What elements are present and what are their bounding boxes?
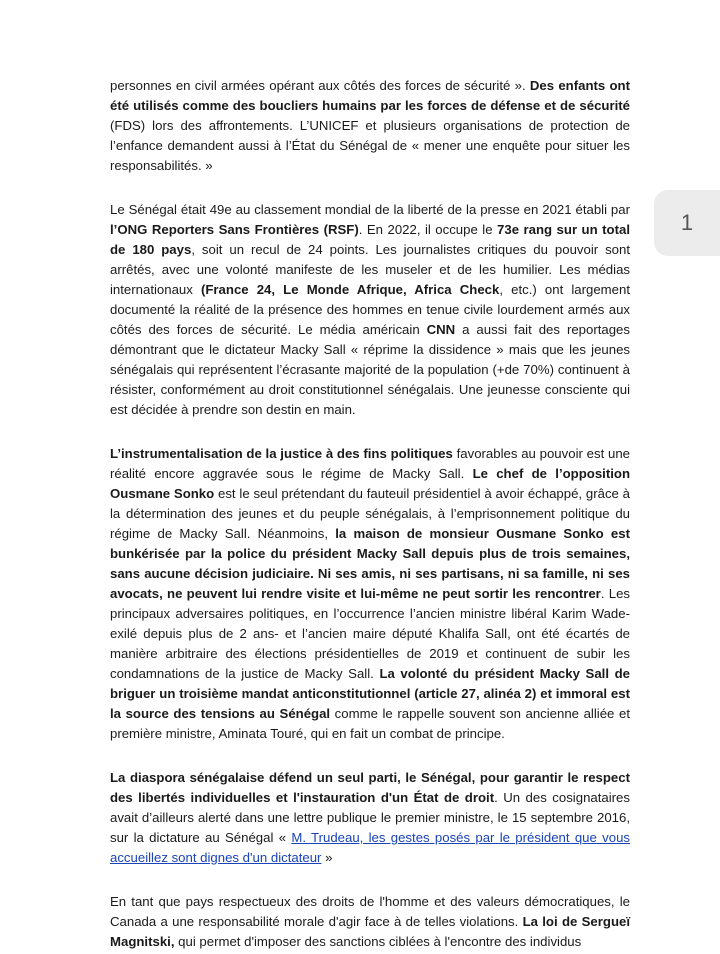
bold-text-run: Des enfants ont été utilisés comme des boucliers humains par les forces de défense et de sécurité [110, 78, 630, 113]
text-run: , soit un recul de 24 points. Les journalistes critiques du pouvoir sont arrêtés, avec une volonté manifeste de les museler et de les humilier. Les médias internationaux [110, 242, 631, 297]
text-run: Le Sénégal était 49e au classement mondial de la liberté de la presse en 2021 établi par [110, 202, 630, 217]
letter-link[interactable]: M. Trudeau, les gestes posés par le président que vous accueillez sont dignes d'un dictateur [110, 830, 630, 865]
bold-text-run: (France 24, Le Monde Afrique, Africa Check [200, 282, 500, 297]
bold-text-run: la maison de monsieur Ousmane Sonko est bunkérisée par la police du président Macky Sall depuis plus de trois semaines, sans aucune décision judiciaire. Ni ses amis, ni ses partisans, ni sa famille, ni ses avocats, ne peuvent lui rendre visite et lui-même ne peut sortir les rencontrer [110, 526, 630, 601]
bold-text-run: 73e rang sur un total de 180 pays [110, 222, 630, 257]
bold-text-run: CNN [426, 322, 456, 337]
paragraph-4 [110, 768, 630, 868]
page-number-badge [654, 190, 720, 256]
bold-text-run: L’instrumentalisation de la justice à des fins politiques [110, 446, 453, 461]
text-run: . En 2022, il occupe le [358, 222, 498, 237]
text-run: . Un des cosignataires avait d’ailleurs alerté dans une lettre publique le premier ministre, le 15 septembre 2016, sur la dictature au Sénégal « [110, 790, 630, 845]
text-run: En tant que pays respectueux des droits de l'homme et des valeurs démocratiques, le Canada a une responsabilité morale d'agir face à de telles violations. [110, 894, 630, 929]
text-run: . Les principaux adversaires politiques, en l’occurrence l’ancien ministre libéral Karim Wade-exilé depuis plus de 2 ans- et l’ancien maire député Khalifa Sall, ont été écartés de manière arbitraire des élections présidentielles de 2019 et continuent de subir les condamnations de la justice de Macky Sall. [110, 586, 630, 681]
bold-text-run: l’ONG Reporters Sans Frontières (RSF) [110, 222, 359, 237]
paragraph-2 [110, 200, 630, 420]
bold-text-run: La loi de Sergueï Magnitski, [110, 914, 630, 949]
paragraph-1 [110, 76, 630, 176]
text-run: a aussi fait des reportages démontrant que le dictateur Macky Sall « réprime la dissidence » mais que les jeunes sénégalais qui représentent l’écrasante majorité de la population (+de 70%) continuent à résister, conformément au droit constitutionnel sénégalais. Une jeunesse consciente qui est décidée à prendre son destin en main. [110, 322, 630, 417]
text-run: (FDS) lors des affrontements. L’UNICEF et plusieurs organisations de protection de l’enfance demandent aussi à l’État du Sénégal de « mener une enquête pour situer les responsabilités. » [110, 118, 630, 173]
text-run: favorables au pouvoir est une réalité encore aggravée sous le régime de Macky Sall. [110, 446, 630, 481]
text-run: personnes en civil armées opérant aux côtés des forces de sécurité ». [110, 78, 530, 93]
bold-text-run: La volonté du président Macky Sall de briguer un troisième mandat anticonstitutionnel (article 27, alinéa 2) et immoral est la source des tensions au Sénégal [110, 666, 630, 721]
text-run: » [321, 850, 333, 865]
paragraph-3 [110, 444, 630, 744]
document-body [110, 76, 630, 952]
text-run: qui permet d'imposer des sanctions ciblées à l'encontre des individus [174, 934, 582, 949]
page-number: 1 [680, 210, 694, 235]
text-run: comme le rappelle souvent son ancienne alliée et première ministre, Aminata Touré, qui en fait un combat de principe. [110, 706, 630, 741]
paragraph-5 [110, 892, 630, 952]
text-run: , etc.) ont largement documenté la réalité de la présence des hommes en tenue civile lourdement armés aux côtés des forces de sécurité. Le média américain [110, 282, 630, 337]
bold-text-run: Le chef de l’opposition Ousmane Sonko [110, 466, 630, 501]
text-run: est le seul prétendant du fauteuil présidentiel à avoir échappé, grâce à la détermination des jeunes et du peuple sénégalais, à l’emprisonnement politique du régime de Macky Sall. Néanmoins, [110, 486, 631, 541]
bold-text-run: La diaspora sénégalaise défend un seul parti, le Sénégal, pour garantir le respect des libertés individuelles et l'instauration d'un État de droit [110, 770, 630, 805]
